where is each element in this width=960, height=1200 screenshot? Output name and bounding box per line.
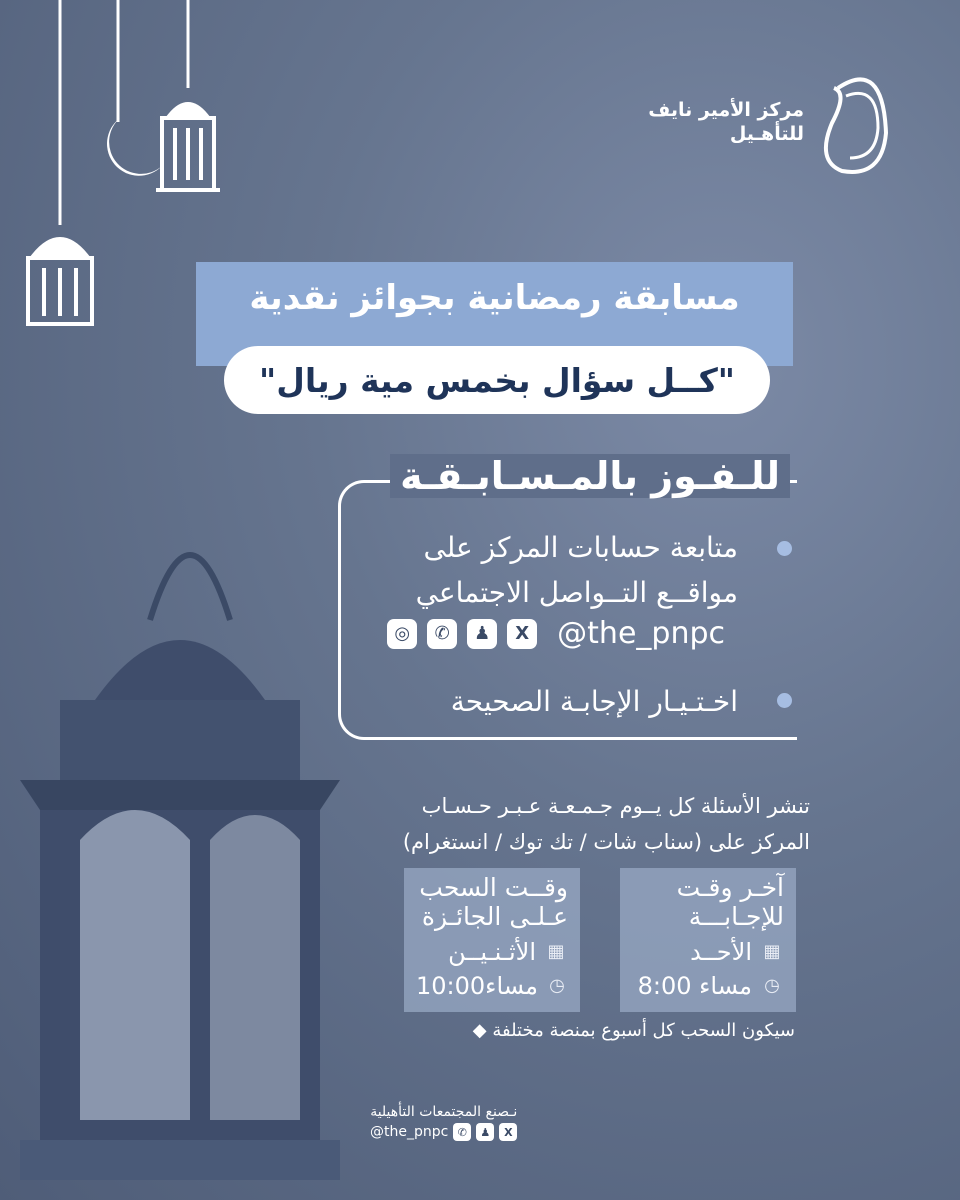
social-handle[interactable]: @the_pnpc: [557, 616, 725, 651]
x-icon[interactable]: X: [507, 619, 537, 649]
schedule-line1: تنشر الأسئلة كل يــوم جـمـعـة عـبـر حـسـاب: [421, 794, 810, 818]
social-handle-row: [387, 616, 725, 651]
brand-name-line1: مركز الأمير نايف: [648, 99, 804, 122]
x-icon[interactable]: X: [499, 1123, 517, 1141]
schedule-line2: المركز على (سناب شات / تك توك / انستغرام): [402, 829, 810, 854]
snapchat-icon[interactable]: ♟: [476, 1123, 494, 1141]
schedule-text: [390, 789, 810, 860]
calendar-icon: ▦: [763, 941, 781, 962]
condition-answer: اخـتـيـار الإجابـة الصحيحة: [450, 685, 738, 718]
snapchat-icon[interactable]: ♟: [467, 619, 497, 649]
deadline-day: الأحــد: [690, 937, 752, 966]
draw-title2: عـلـى الجائـزة: [421, 901, 568, 931]
clock-icon: ◷: [549, 975, 565, 996]
deadline-title2: للإجـابـــة: [688, 901, 784, 931]
bullet-dot: [777, 693, 792, 708]
footer: [370, 1104, 517, 1141]
deadline-time: 8:00 مساء: [637, 971, 752, 1000]
note-text: سيكون السحب كل أسبوع بمنصة مختلفة: [492, 1020, 795, 1041]
campaign-tagline: [224, 346, 770, 414]
brand-logo-mark-icon: [818, 68, 890, 178]
brand-name-line2: للتأهـيل: [729, 123, 804, 145]
deadline-title1: آخـر وقـت: [676, 873, 784, 902]
draw-day: الأثـنـيــن: [448, 937, 536, 966]
bullet-dot: [777, 541, 792, 556]
phone-icon[interactable]: ✆: [427, 619, 457, 649]
condition-follow-line2: مواقــع التــواصل الاجتماعي: [415, 575, 738, 609]
lantern-icon: [28, 239, 92, 324]
crescent-icon: [107, 118, 162, 176]
campaign-title: مسابقة رمضانية بجوائز نقدية: [249, 278, 740, 318]
footer-handle[interactable]: @the_pnpc: [370, 1124, 449, 1140]
conditions-heading: للـفـوز بالمـسـابـقـة: [390, 454, 790, 498]
draw-time: 10:00مساء: [416, 971, 539, 1000]
condition-follow: [318, 526, 738, 616]
large-lantern-illustration: [0, 480, 360, 1200]
calendar-icon: ▦: [547, 941, 565, 962]
lantern-icon: [156, 104, 220, 190]
weekly-draw-note: [473, 1020, 795, 1041]
instagram-icon[interactable]: ◎: [387, 619, 417, 649]
tagline-text: "كــل سؤال بخمس مية ريال": [259, 360, 735, 400]
draw-card: [404, 868, 580, 1012]
draw-title1: وقــت السحب: [419, 873, 568, 902]
footer-slogan: نـصنع المجتمعات التأهيلية: [370, 1104, 518, 1120]
deadline-card: [620, 868, 796, 1012]
phone-icon[interactable]: ✆: [453, 1123, 471, 1141]
diamond-bullet-icon: ◆: [472, 1020, 487, 1041]
condition-follow-line1: متابعة حسابات المركز على: [423, 531, 738, 564]
clock-icon: ◷: [764, 975, 780, 996]
brand-logo: [648, 68, 890, 178]
